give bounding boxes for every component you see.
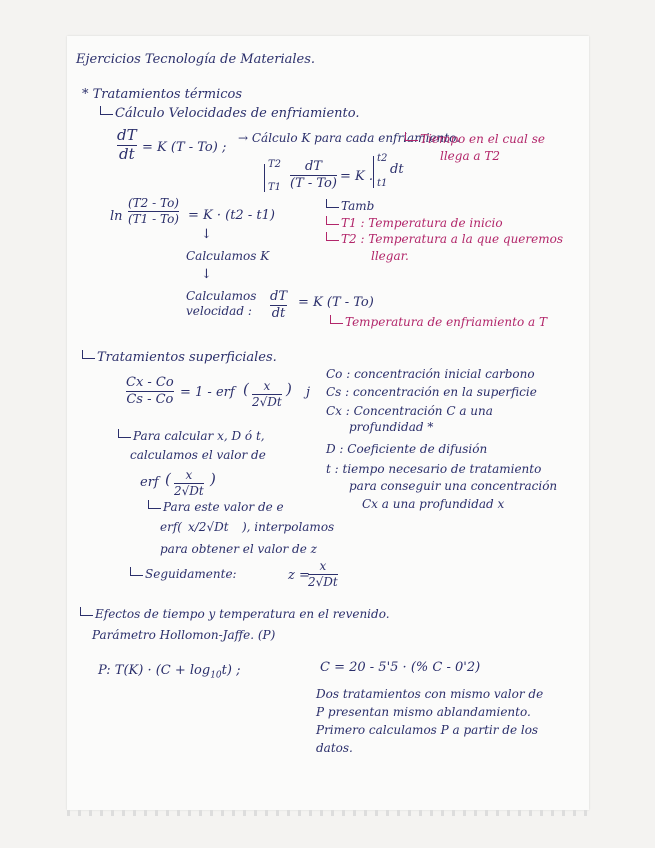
- arrow-icon: [330, 315, 343, 324]
- time-note: [405, 133, 545, 145]
- eq1-rhs: = K (T - To) ;: [142, 140, 227, 155]
- paren-open: (: [243, 380, 249, 398]
- co-def: Co : concentración inicial carbono: [326, 367, 535, 381]
- eq1-fraction: [117, 128, 137, 163]
- down-arrow-icon: ↓: [201, 227, 212, 242]
- arrow-icon: [82, 350, 95, 359]
- t-def: t : tiempo necesario de tratamiento: [326, 462, 542, 476]
- time-note-2: llega a T2: [440, 149, 501, 163]
- arrow-icon: [100, 106, 113, 115]
- page-title: Ejercicios Tecnología de Materiales.: [76, 52, 316, 67]
- velocity-fraction: [270, 290, 287, 320]
- t2-label-2: llegar.: [371, 249, 409, 263]
- velocity-note: [330, 316, 547, 328]
- eq1-denominator: dt: [118, 144, 135, 163]
- diffusion-fraction: [126, 376, 174, 406]
- down-arrow-icon: ↓: [201, 267, 212, 282]
- integral-mid: = K .: [340, 169, 374, 184]
- c-equation: C = 20 - 5'5 · (% C - 0'2): [320, 660, 481, 675]
- velocity-numerator: dT: [270, 289, 287, 304]
- note-line-3: Primero calculamos P a partir de los: [316, 723, 539, 737]
- subheading-text: Cálculo Velocidades de enfriamiento.: [115, 106, 360, 121]
- calc-k-label: Calculamos K: [186, 249, 270, 263]
- arrow-icon: [80, 607, 93, 616]
- time-note-text: Tiempo en el cual se: [420, 132, 545, 146]
- note-line-4: datos.: [316, 741, 353, 755]
- d-def: D : Coeficiente de difusión: [326, 442, 488, 456]
- arrow-icon: [148, 500, 161, 509]
- erf2-arg: x/2√Dt: [188, 520, 229, 534]
- t-def-2: para conseguir una concentración: [349, 479, 558, 493]
- t2-text: T2 : Temperatura a la que queremos: [341, 232, 564, 246]
- interpolate-label: ), interpolamos: [242, 520, 335, 534]
- diffusion-erf: = 1 - erf: [180, 385, 235, 400]
- next-step-label: [130, 568, 237, 580]
- ln-numerator: (T2 - To): [128, 196, 179, 210]
- cs-def: Cs : concentración en la superficie: [326, 385, 537, 399]
- z-fraction: [308, 560, 338, 588]
- integral2-lower: t1: [377, 178, 388, 189]
- obtain-z-label: para obtener el valor de z: [160, 542, 317, 556]
- hollomon-heading: Parámetro Hollomon-Jaffe. (P): [92, 628, 276, 642]
- z-equals: z =: [288, 568, 310, 583]
- section-heading-surface-text: Tratamientos superficiales.: [97, 350, 277, 365]
- tamb-text: Tamb: [341, 199, 375, 213]
- erf-arg-fraction: [252, 380, 282, 408]
- erf-label: erf: [140, 475, 159, 490]
- velocity-rhs: = K (T - To): [298, 295, 374, 310]
- calc-instruction-1: [118, 430, 265, 442]
- p-equation: [98, 664, 240, 681]
- t2-label: [326, 233, 563, 245]
- paren-close: ): [286, 380, 292, 398]
- cx-def: Cx : Concentración C a una: [326, 404, 493, 418]
- integral-denominator: (T - To): [290, 175, 337, 191]
- z-numerator: x: [319, 559, 327, 573]
- z-denominator: 2√Dt: [308, 574, 338, 589]
- this-value-note: [148, 501, 284, 513]
- velocity-note-text: Temperatura de enfriamiento a T: [345, 315, 547, 329]
- p-equation-end: t) ;: [221, 663, 241, 678]
- arrow-icon: [118, 429, 131, 438]
- integral-sign: [264, 164, 265, 192]
- erf2-open: erf(: [160, 520, 182, 534]
- this-value-text: Para este valor de e: [163, 500, 284, 514]
- section-heading-thermal: * Tratamientos térmicos: [82, 87, 243, 102]
- integral-lower: T1: [268, 182, 282, 193]
- eq-separator: j: [306, 385, 311, 400]
- paren-close-2: ): [210, 470, 216, 488]
- calc-velocity-1: Calculamos: [186, 289, 257, 303]
- tamb-label: [326, 200, 374, 212]
- ln-rhs: = K · (t2 - t1): [188, 208, 275, 223]
- integral2-upper: t2: [377, 153, 388, 164]
- paren-open-2: (: [165, 470, 171, 488]
- p-equation-main: P: T(K) · (C + log: [98, 663, 211, 678]
- note-line-1: Dos tratamientos con mismo valor de: [316, 687, 544, 701]
- cx-def-2: profundidad *: [349, 420, 434, 434]
- calc-instruction-1-text: Para calcular x, D ó t,: [133, 429, 265, 443]
- integral-sign-2: [373, 156, 374, 188]
- diffusion-numerator: Cx - Co: [126, 375, 174, 390]
- erf-arg-numerator: x: [263, 379, 271, 393]
- arrow-icon: [326, 232, 339, 241]
- section-heading-surface: [82, 351, 277, 364]
- erf2-denominator: 2√Dt: [174, 483, 204, 498]
- log-base: 10: [210, 670, 222, 681]
- next-step-text: Seguidamente:: [145, 567, 237, 581]
- integral2-body: dt: [390, 162, 404, 177]
- arrow-icon: [326, 199, 339, 208]
- calc-instruction-2: calculamos el valor de: [130, 448, 266, 462]
- erf-arg-denominator: 2√Dt: [252, 394, 282, 409]
- ln-fraction: [128, 197, 179, 225]
- t1-text: T1 : Temperatura de inicio: [341, 216, 503, 230]
- calc-velocity-2: velocidad :: [186, 304, 252, 318]
- arrow-icon: [130, 567, 143, 576]
- diffusion-denominator: Cs - Co: [126, 391, 174, 407]
- erf-fraction-2: [174, 469, 204, 497]
- integral-upper: T2: [268, 159, 282, 170]
- eq1-numerator: dT: [117, 126, 137, 144]
- erf2-numerator: x: [185, 468, 193, 482]
- arrow-icon: [405, 132, 418, 141]
- arrow-icon: [326, 216, 339, 225]
- integral-numerator: dT: [304, 159, 322, 174]
- page-perforation: [67, 810, 589, 816]
- velocity-denominator: dt: [271, 305, 286, 321]
- t1-label: [326, 217, 503, 229]
- section-heading-tempering: [80, 608, 390, 620]
- note-line-2: P presentan mismo ablandamiento.: [316, 705, 531, 719]
- subheading-cooling: [100, 107, 359, 120]
- integral-fraction: [290, 160, 337, 190]
- calc-k-note: → Cálculo K para cada enfriamiento.: [238, 131, 460, 145]
- tempering-heading-text: Efectos de tiempo y temperatura en el revenido.: [95, 607, 390, 621]
- t-def-3: Cx a una profundidad x: [362, 497, 505, 511]
- ln-denominator: (T1 - To): [128, 211, 179, 226]
- ln-symbol: ln: [110, 209, 123, 224]
